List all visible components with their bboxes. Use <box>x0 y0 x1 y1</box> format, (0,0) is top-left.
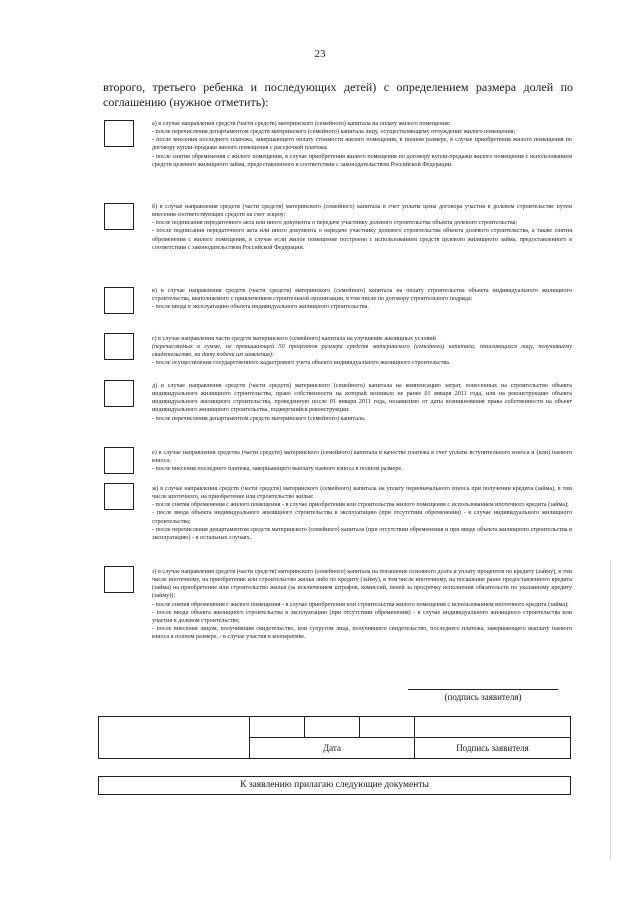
option-v-line: - после ввода в эксплуатацию объекта индивидуального жилищного строительства. <box>152 304 369 311</box>
date-signature-table <box>98 716 571 759</box>
option-z-checkbox[interactable] <box>104 566 134 593</box>
attachments-header: К заявлению прилагаю следующие документы <box>98 776 571 795</box>
option-d-line: - после перечисления департаментом средств материнского (семейного) капитала. <box>152 415 366 422</box>
date-day-cell[interactable] <box>250 717 305 738</box>
signature-cell[interactable] <box>415 717 571 738</box>
option-d-text <box>152 382 572 423</box>
option-b-line: - после подписания передаточного акта или иного документа о передаче участнику долевого строительства объекта долевого строительства, а также снятия обременения с жилого помещения, в случае если жилое помещение построено с использованием средств целевого жилищного займа, предоставленного в соответствии с законодательством Российской Федерации. <box>152 228 572 251</box>
signature-caption: (подпись заявителя) <box>444 692 522 702</box>
option-z-line: - после снятия обременения с жилого помещения - в случае приобретения или строительства жилого помещения с использованием ипотечного кредита (займа); <box>152 601 569 608</box>
option-zh-line: - после снятия обременения с жилого помещения - в случае приобретения или строительства жилого помещения с использованием ипотечного кредита (займа); <box>152 502 569 509</box>
option-zh-line: ж) в случае направления средств (части средств) материнского (семейного) капитала на уплату первоначального взноса при получении кредита (займа), в том числе ипотечного, на приобретение или строительство жилья: <box>152 486 572 501</box>
option-zh-line: - после ввода объекта индивидуального жилищного строительства в эксплуатацию (при отсутствии обременения) - в случае индивидуального жилищного строительства; <box>152 510 572 525</box>
intro-text: второго, третьего ребенка и последующих детей) с определением размера долей по соглашению (нужное отметить): <box>103 80 573 109</box>
option-b-line: б) в случае направления средств (части средств) материнского (семейного) капитала в счет уплаты цены договора участия в долевом строительстве путем внесения соответствующих средств на счет эскроу: <box>152 204 572 219</box>
option-e-line: - после внесения последнего платежа, завершающего выплату паевого взноса в полном размере. <box>152 466 403 473</box>
option-z-line: з) в случае направления средств (части средств) материнского (семейного) капитала на погашение основного долга и уплату процентов по кредиту (займу), в том числе ипотечному, на приобретение или строительство жилья либо по кредиту (займу), в том числе ипотечному, на погашение ранее предоставленного кредита (займа) на приобретение или строительство жилья (за исключением штрафов, комиссий, пеней за просрочку исполнения обязательств по указанному кредиту (займу)): <box>152 569 572 600</box>
option-a-checkbox[interactable] <box>104 120 134 147</box>
option-e-text <box>152 449 572 473</box>
margin-line <box>610 560 611 860</box>
date-label: Дата <box>250 738 415 759</box>
option-g-line: (перечисляемых в сумме, не превышающей 50 процентов размера средств материнского (семейного) капитала, полагающихся лицу, получившему свидетельство, на дату подачи им заявления): <box>152 344 572 359</box>
option-d-line: д) в случае направления средств (части средств) материнского (семейного) капитала на компенсацию затрат, понесенных на строительство объекта индивидуального жилищного строительства, право собственности на который возникло не ранее 01 января 2011 года, или на реконструкцию объекта индивидуального жилищного строительства, проведенную после 01 января 2011 года, независимо от даты возникновения права собственности на объект индивидуального жилищного строительства, подвергшийся реконструкции: <box>152 383 572 414</box>
option-z-text <box>152 568 572 641</box>
signature-line[interactable] <box>408 689 558 690</box>
page-number: 23 <box>314 48 326 60</box>
option-a-line: - после внесения последнего платежа, завершающего оплату стоимости жилого помещения, в полном размере, в случае приобретения жилого помещения по договору купли-продажи жилого помещения с рассрочкой платежа; <box>152 137 572 152</box>
option-a-line: а) в случае направления средств (части средств) материнского (семейного) капитала на оплату жилого помещения: <box>152 121 451 127</box>
option-v-text <box>152 287 572 311</box>
option-b-line: - после подписания передаточного акта или иного документа о передаче участнику долевого строительства объекта долевого строительства; <box>152 220 518 227</box>
option-z-line: - после внесения лицом, получившим свидетельство, или супругом лица, получившего свидетельство, последнего платежа, завершающего выплату паевого взноса в полном размере, - в случае участия в кооперативе. <box>152 626 572 641</box>
option-v-checkbox[interactable] <box>104 287 134 314</box>
option-zh-text <box>152 485 572 542</box>
option-v-line: в) в случае направления средств (части средств) материнского (семейного) капитала на оплату строительства объекта индивидуального жилищного строительства, выполняемого с привлечением строительной организации, в том числе по договору строительного подряда: <box>152 288 572 303</box>
option-b-text <box>152 203 572 252</box>
option-zh-checkbox[interactable] <box>104 483 134 510</box>
option-d-checkbox[interactable] <box>104 380 134 407</box>
option-g-line: - после осуществления государственного кадастрового учета объекта индивидуального жилищного строительства. <box>152 360 451 367</box>
option-zh-line: - после перечисления департаментом средств материнского (семейного) капитала (при отсутствии обременения и при вводе объекта жилищного строительства в эксплуатацию) - в остальных случаях. <box>152 526 572 541</box>
option-z-line: - после ввода объекта жилищного строительства в эксплуатацию (при отсутствии обременения) - в случае индивидуального жилищного строительства или участия в долевом строительстве; <box>152 609 572 624</box>
option-g-checkbox[interactable] <box>104 333 134 360</box>
option-a-line: - после перечисления департаментом средств материнского (семейного) капитала лицу, осуществляющему отчуждение жилого помещения; <box>152 129 516 136</box>
sig-table-blank-cell[interactable] <box>99 717 250 759</box>
option-e-checkbox[interactable] <box>104 447 134 474</box>
option-a-line: - после снятия обременения с жилого помещения, в случае приобретения жилого помещения по договору купли-продажи жилого помещения с использованием средств целевого жилищного займа, предоставленного в соответствии с законодательством Российской Федерации. <box>152 153 572 168</box>
signature-label: Подпись заявителя <box>415 738 571 759</box>
option-b-checkbox[interactable] <box>104 203 134 230</box>
option-g-text <box>152 335 572 368</box>
option-g-line: г) в случае направления части средств материнского (семейного) капитала на улучшение жилищных условий <box>152 336 436 342</box>
date-year-cell[interactable] <box>360 717 415 738</box>
date-month-cell[interactable] <box>305 717 360 738</box>
option-a-text <box>152 120 572 169</box>
option-e-line: е) в случае направления средства (части средств) материнского (семейного) капитала в качестве платежа в счет уплаты вступительного взноса и (или) паевого взноса: <box>152 450 572 465</box>
